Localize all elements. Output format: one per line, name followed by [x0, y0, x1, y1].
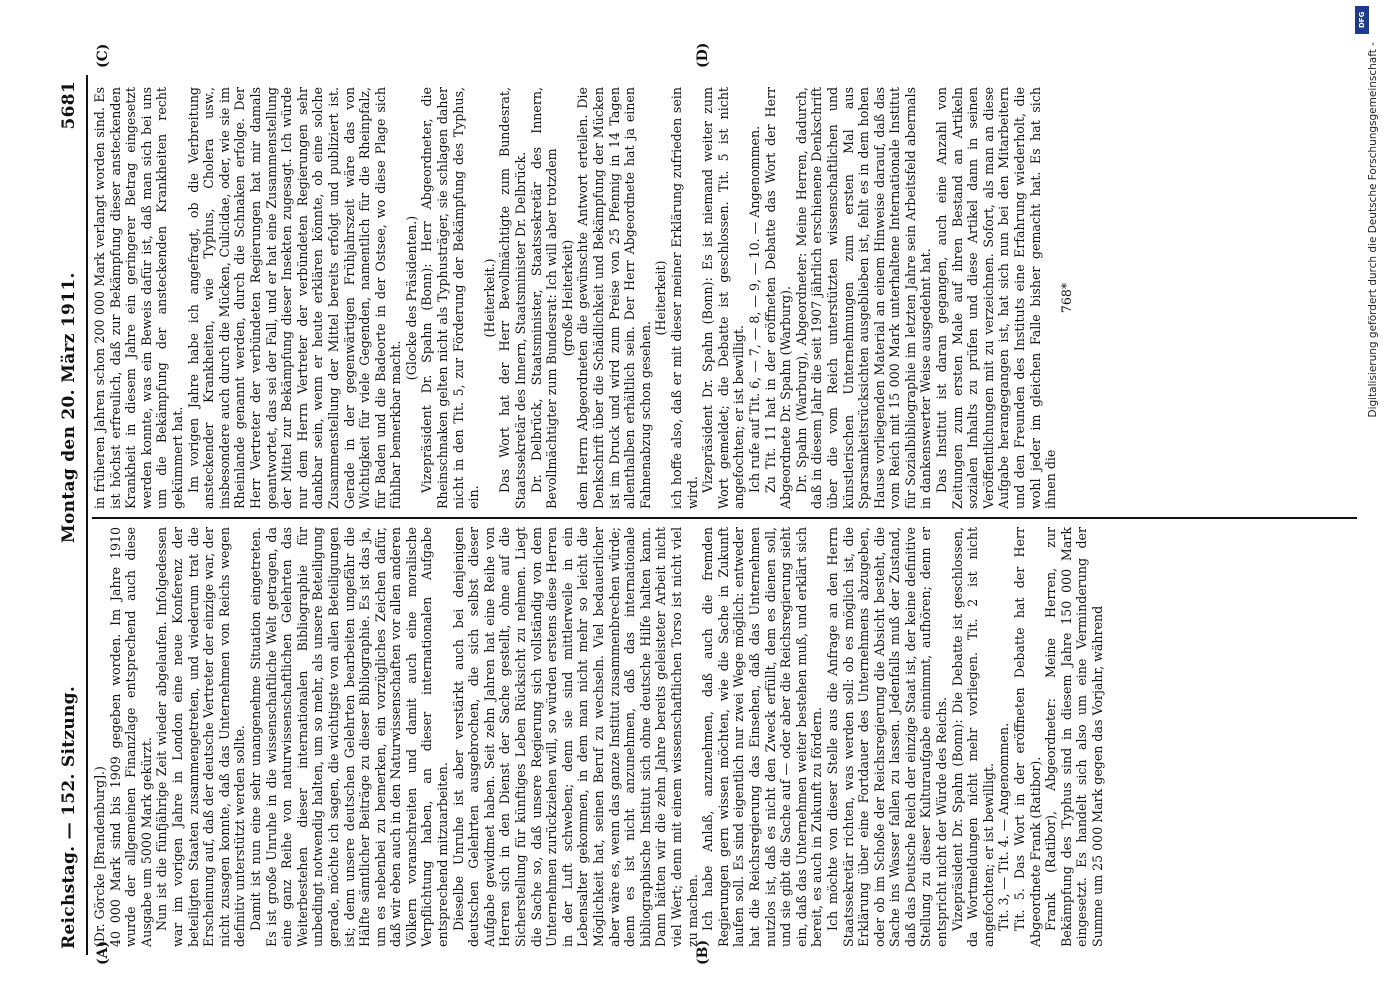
interjection: (Heiterkeit.) — [481, 258, 497, 338]
digitization-credit: Digitalisierung gefördert durch die Deutsche Forschungsgemeinschaft - — [1367, 42, 1379, 418]
paragraph: Dieselbe Unruhe ist aber verstärkt auch bei denjenigen deutschen Gelehrten ausgebrochen, die sich selbst dieser Aufgabe gewidmet haben. Seit zehn Jahren hat eine Reihe von Herren sich in den Dienst der Sache gestellt, ohne auf die Sicherstellung für künftiges Leben Rücksicht zu nehmen. Liegt die Sache so, daß unsere Regierung sich vollständig von dem Unternehmen zurückziehen will, so würden erstens diese Herren in der Luft schweben; denn sie sind mittlerweile in ein Lebensalter gekommen, in dem man nicht mehr so leicht die Möglichkeit hat, seinen Beruf zu wechseln. Viel bedauerlicher aber wäre es, wenn das ganze Institut zusammenbrechen würde; denn es ist nicht anzunehmen, daß das internationale bibliographische Institut sich ohne deutsche Hilfe halten kann. Dann hätten wir die zehn Jahre bereits geleisteter Arbeit nicht viel Wert; denn mit einem wissenschaftlichen Torso ist nicht viel zu machen. — [450, 527, 700, 947]
left-column — [92, 517, 1357, 955]
paragraph: in früheren Jahren schon 200 000 Mark verlangt worden sind. Es ist höchst erfreulich, daß zur Bekämpfung dieser ansteckenden Krankheit in diesem Jahre ein geringerer Betrag eingesetzt werden konnte, was ein Beweis dafür ist, daß man sich bei uns um die Bekämpfung der ansteckenden Krankheiten recht gekümmert hat. — [92, 87, 185, 509]
paragraph: ich hoffe also, daß er mit dieser meiner Erklärung zufrieden sein wird. — [668, 87, 700, 509]
margin-marker-d: (D) — [695, 42, 711, 68]
margin-marker-b: (B) — [695, 939, 711, 965]
speaker-ref: (Dr. Görcke [Brandenburg].) — [92, 766, 107, 947]
page-header — [52, 75, 88, 955]
dfg-logo: DFG — [1355, 6, 1369, 34]
paragraph: Ich rufe auf Tit. 6, — 7, — 8, — 9, — 10. — Angenommen. — [746, 125, 762, 493]
interjection: (Heiterkeit) — [653, 260, 669, 336]
paragraph: Dr. Delbrück, Staatsminister, Staatssekretär des Innern, Bevollmächtigter zum Bundesrat: Ich will aber trotzdem — [528, 87, 560, 509]
header-date: Montag den 20. März 1911. — [59, 272, 79, 544]
page-number: 5681 — [59, 81, 79, 130]
paragraph: Vizepräsident Dr. Spahn (Bonn): Herr Abgeordneter, die Rheinschnaken gelten nicht als Typhusträger, sie schlagen daher nicht in den Tit. 5, zur Förderung der Bekämpfung des Typhus, ein. — [419, 87, 482, 509]
paragraph: Das Institut ist daran gegangen, auch eine Anzahl von Zeitungen zum ersten Male auf ihren Bestand an Artikeln sozialen Inhalts zu prüfen und diese Artikel dann in seinen Veröffentlichungen mit zu verzeichnen. Sofort, als man an diese Aufgabe herangegangen ist, hat sich nun bei den Mitarbeitern und den Freunden des Instituts eine Erfahrung wiederholt, die wohl jeder im gleichen Falle bisher gemacht hat. Es hat sich ihnen die — [934, 87, 1059, 509]
paragraph: Das Wort hat der Herr Bevollmächtigte zum Bundesrat, Staatssekretär des Innern, Staatsminister Dr. Delbrück. — [497, 87, 529, 509]
paragraph: Im vorigen Jahre habe ich angefragt, ob die Verbreitung ansteckender Krankheiten, wie Typhus, Cholera usw., insbesondere auch durch die Mücken, Culicidae, oder, wie sie im Rheinlande genannt werden, durch die Schnaken erfolge. Der Herr Vertreter der verbündeten Regierungen hat mir damals geantwortet, das sei der Fall, und er hat eine Zusammenstellung der Mittel zur Bekämpfung dieser Insekten zugesagt. Ich würde nur dem Herrn Vertreter der verbündeten Regierungen sehr dankbar sein, wenn er heute erklären könnte, ob eine solche Zusammenstellung der Mittel bereits erfolgt und publiziert ist. Gerade in der gegenwärtigen Frühjahrszeit wäre das von Wichtigkeit für viele Gegenden, namentlich für die Rheinpfalz, für Baden und die Badeorte in der Ostsee, wo diese Plage sich fühlbar bemerkbar macht. — [185, 87, 404, 509]
signature-mark: 768* — [1058, 282, 1074, 314]
paragraph: Nun ist die fünfjährige Zeit wieder abgelaufen. Infolgedessen war im vorigen Jahre in London eine neue Konferenz der beteiligten Staaten zusammengetreten, und wiederum trat die Erscheinung auf, daß der deutsche Vertreter der einzige war, der nicht zusagen konnte, daß das Unternehmen von Reichs wegen definitiv unterstützt werden sollte. — [154, 527, 248, 947]
margin-marker-c: (C) — [95, 43, 111, 68]
digitization-sidebar — [1347, 0, 1383, 1000]
paragraph: Zu Tit. 11 hat in der eröffneten Debatte das Wort der Herr Abgeordnete Dr. Spahn (Warburg). — [762, 87, 794, 509]
header-left: Reichstag. — 152. Sitzung. — [59, 685, 79, 949]
paragraph: Dr. Spahn (Warburg), Abgeordneter: Meine Herren, dadurch, daß in diesem Jahr die seit 1907 jährlich erschienene Denkschrift über die vom Reich unterstützten wissenschaftlichen und künstlerischen Unternehmungen zum ersten Mal aus Sparsamkeitsrücksichten ausgeblieben ist, fehlt es in dem hohen Hause vorliegenden Material an einem Hinweise darauf, daß das vom Reich mit 15 000 Mark unterhaltene Internationale Institut für Sozialbibliographie im letzten Jahre sein Arbeitsfeld abermals in dankenswerter Weise ausgedehnt hat. — [793, 87, 934, 509]
paragraph: Tit. 3, — Tit. 4. — Angenommen. — [996, 722, 1012, 931]
paragraph: Ich habe Anlaß, anzunehmen, daß auch die fremden Regierungen gern wissen möchten, wie die Sache in Zukunft laufen soll. Es sind eigentlich nur zwei Wege möglich: entweder hat die Reichsregierung das Einsehen, daß das Unternehmen nutzlos ist, daß es nicht den Zweck erfüllt, dem es dienen soll, und sie gibt die Sache auf — oder aber die Reichsregierung sieht ein, daß das Unternehmen weiter bestehen muß, und erklärt sich bereit, es auch in Zukunft zu fördern. — [700, 527, 825, 947]
paragraph: Damit ist nun eine sehr unangenehme Situation eingetreten. Es ist große Unruhe in die wissenschaftliche Welt getragen, da eine ganz Reihe von naturwissenschaftlichen Gelehrten das Weiterbestehen dieser internationalen Bibliographie für unbedingt notwendig halten, um so mehr, als unsere Beteiligung gerade, möchte ich sagen, die wichtigste von allen Beteiligungen ist; denn unsere deutschen Gelehrten bearbeiten ungefähr die Hälfte sämtlicher Beiträge zu dieser Bibliographie. Es ist das ja, um es nebenbei zu bemerken, ein vorzügliches Zeichen dafür, daß wir eben auch in den Naturwissenschaften vor allen anderen Völkern voranschreiten und damit auch eine moralische Verpflichtung haben, an dieser internationalen Aufgabe entsprechend mitzuarbeiten. — [247, 527, 451, 947]
rotated-page — [52, 75, 1357, 955]
interjection: (große Heiterkeit) — [559, 239, 575, 357]
paragraph: Frank (Ratibor), Abgeordneter: Meine Herren, zur Bekämpfung des Typhus sind in diesem Jahre 150 000 Mark eingesetzt. Es handelt sich also um eine Verminderung der Summe um 25 000 Mark gegen das Vorjahr, während — [1043, 527, 1105, 947]
paragraph: 40 000 Mark sind bis 1909 gegeben worden. Im Jahre 1910 wurde der allgemeinen Finanzlage entsprechend auch diese Ausgabe um 5000 Mark gekürzt. — [107, 527, 154, 947]
paragraph: Vizepräsident Dr. Spahn (Bonn): Die Debatte ist geschlossen, da Wortmeldungen nicht mehr vorliegen. Tit. 2 ist nicht angefochten; er ist bewilligt. — [949, 527, 996, 947]
paragraph: dem Herrn Abgeordneten die gewünschte Antwort erteilen. Die Denkschrift über die Schädlichkeit und Bekämpfung der Mücken ist im Druck und wird zum Preise von 25 Pfennig in 14 Tagen allenthalben erhältlich sein. Der Herr Abgeordnete hat ja einen Fahnenabzug schon gesehen. — [575, 87, 653, 509]
paragraph: Tit. 5. Das Wort in der eröffneten Debatte hat der Herr Abgeordnete Frank (Ratibor). — [1012, 527, 1043, 947]
paragraph: Vizepräsident Dr. Spahn (Bonn): Es ist niemand weiter zum Wort gemeldet; die Debatte ist geschlossen. Tit. 5 ist nicht angefochten; er ist bewilligt. — [700, 87, 747, 509]
text-columns — [92, 75, 1357, 955]
right-column — [92, 79, 1357, 517]
interjection: (Glocke des Präsidenten.) — [403, 215, 419, 381]
paragraph: Ich möchte von dieser Stelle aus die Anfrage an den Herrn Staatssekretär richten, was werden soll: ob es möglich ist, die Erklärung über eine Fortdauer des Unternehmens abzugeben, oder ob im Schoße der Reichsregierung die Absicht besteht, die Sache ins Wasser fallen zu lassen. Jedenfalls muß der Zustand, daß das Deutsche Reich der einzige Staat ist, der keine definitive Stellung zu dieser Kulturaufgabe einnimmt, aufhören; denn er entspricht nicht der Würde des Reichs. — [824, 527, 950, 947]
margin-marker-a: (A) — [95, 940, 111, 965]
